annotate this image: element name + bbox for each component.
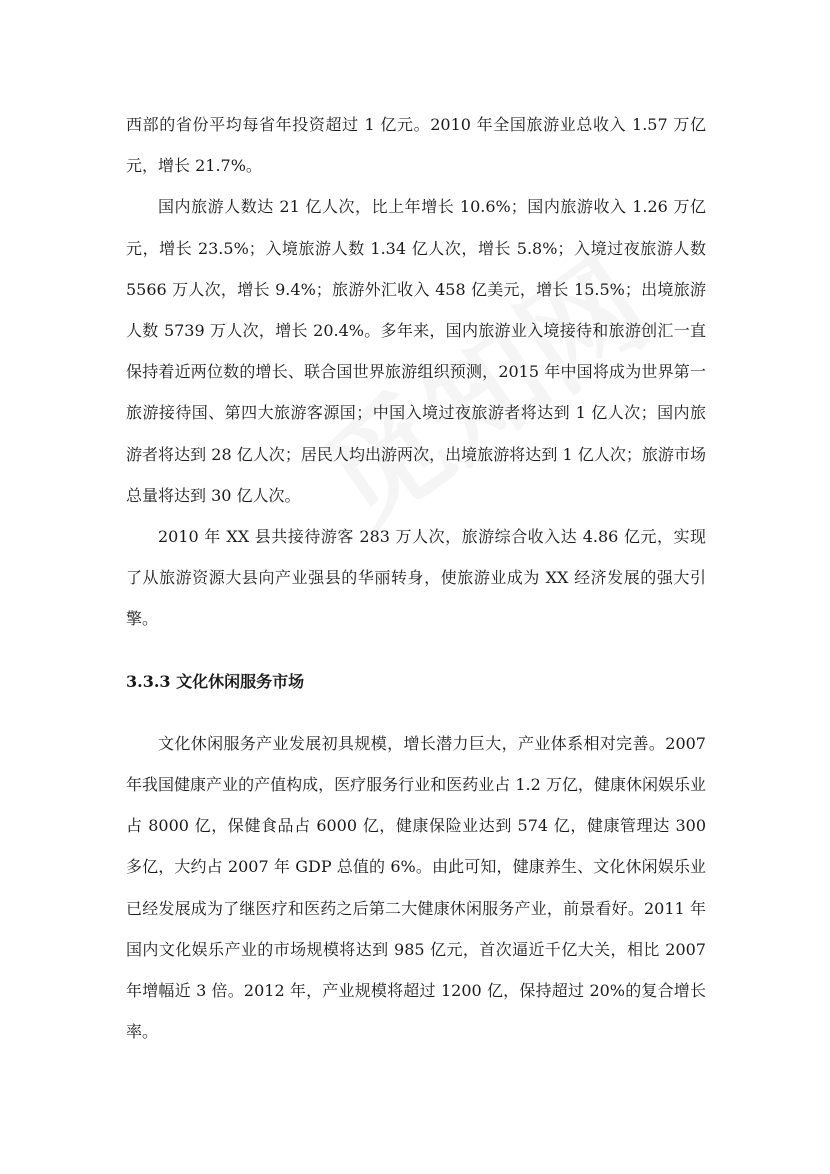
paragraph-2: 国内旅游人数达 21 亿人次，比上年增长 10.6%；国内旅游收入 1.26 万亿元，增长 23.5%；入境旅游人数 1.34 亿人次，增长 5.8%；入境过夜旅游人数 5566 万人次，增长 9.4%；旅游外汇收入 458 亿美元，增长 15.5%；出境旅游人数 5739 万人次，增长 20.4%。多年来，国内旅游业入境接待和旅游创汇一直保持着近两位数的增长、联合国世界旅游组织预测，2015 年中国将成为世界第一旅游接待国、第四大旅游客源国；中国入境过夜旅游者将达到 1 亿人次；国内旅游者将达到 28 亿人次；居民人均出游两次，出境旅游将达到 1 亿人次；旅游市场总量将达到 30 亿人次。 [126,197,706,505]
paragraph-1: 西部的省份平均每省年投资超过 1 亿元。2010 年全国旅游业总收入 1.57 万亿元，增长 21.7%。 [126,115,706,176]
document-body [126,104,706,1052]
paragraph-4: 文化休闲服务产业发展初具规模，增长潜力巨大，产业体系相对完善。2007 年我国健康产业的产值构成，医疗服务行业和医药业占 1.2 万亿，健康休闲娱乐业占 8000 亿，保健食品占 6000 亿，健康保险业达到 574 亿，健康管理达 300 多亿，大约占 2007 年 GDP 总值的 6%。由此可知，健康养生、文化休闲娱乐业已经发展成为了继医疗和医药之后第二大健康休闲服务产业，前景看好。2011 年国内文化娱乐产业的市场规模将达到 985 亿元，首次逼近千亿大关，相比 2007 年增幅近 3 倍。2012 年，产业规模将超过 1200 亿，保持超过 20%的复合增长率。 [126,733,706,1042]
paragraph-3: 2010 年 XX 县共接待游客 283 万人次，旅游综合收入达 4.86 亿元，实现了从旅游资源大县向产业强县的华丽转身，使旅游业成为 XX 经济发展的强大引擎。 [126,527,706,629]
section-heading: 3.3.3 文化休闲服务市场 [126,671,305,691]
